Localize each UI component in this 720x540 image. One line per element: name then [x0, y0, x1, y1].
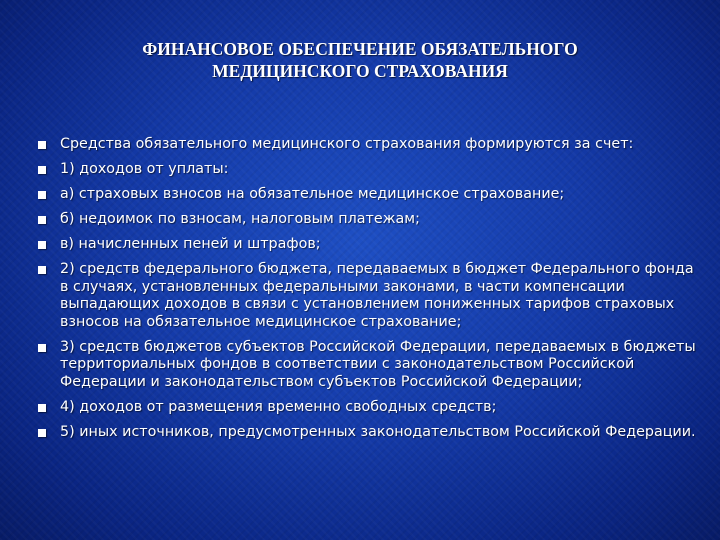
- square-bullet-icon: [38, 141, 46, 149]
- bullet-text: 1) доходов от уплаты:: [60, 161, 229, 178]
- bullet-text: а) страховых взносов на обязательное медицинское страхование;: [60, 186, 565, 203]
- square-bullet-icon: [38, 191, 46, 199]
- square-bullet-icon: [38, 404, 46, 412]
- bullet-text: 2) средств федерального бюджета, передаваемых в бюджет Федерального фонда в случаях, установленных федеральными законами, в части компенсации выпадающих доходов в связи с установлением пониженных тарифов страховых взносов на обязательное медицинское страхование;: [60, 261, 694, 330]
- title-line-1: ФИНАНСОВОЕ ОБЕСПЕЧЕНИЕ ОБЯЗАТЕЛЬНОГО: [142, 39, 578, 59]
- bullet-item: [38, 136, 703, 153]
- square-bullet-icon: [38, 166, 46, 174]
- bullet-item: [38, 399, 703, 416]
- bullet-item: [38, 261, 703, 331]
- square-bullet-icon: [38, 344, 46, 352]
- bullet-item: [38, 339, 703, 391]
- square-bullet-icon: [38, 266, 46, 274]
- square-bullet-icon: [38, 216, 46, 224]
- bullet-text: в) начисленных пеней и штрафов;: [60, 236, 321, 253]
- bullet-item: [38, 236, 703, 253]
- square-bullet-icon: [38, 241, 46, 249]
- bullet-text: Средства обязательного медицинского страхования формируются за счет:: [60, 136, 634, 152]
- bullet-item: [38, 424, 703, 441]
- bullet-item: [38, 186, 703, 203]
- title-line-2: МЕДИЦИНСКОГО СТРАХОВАНИЯ: [212, 61, 508, 81]
- square-bullet-icon: [38, 429, 46, 437]
- bullet-item: [38, 161, 703, 178]
- bullet-text: 3) средств бюджетов субъектов Российской Федерации, передаваемых в бюджеты территориальных фондов в соответствии с законодательством Российской Федерации и законодательством субъектов Российской Федерации;: [60, 338, 696, 390]
- bullet-text: 4) доходов от размещения временно свободных средств;: [60, 398, 497, 415]
- slide-title: [60, 38, 660, 82]
- bullet-text: б) недоимок по взносам, налоговым платежам;: [60, 211, 420, 228]
- bullet-list: [38, 136, 703, 449]
- bullet-text: 5) иных источников, предусмотренных законодательством Российской Федерации.: [60, 423, 696, 440]
- bullet-item: [38, 211, 703, 228]
